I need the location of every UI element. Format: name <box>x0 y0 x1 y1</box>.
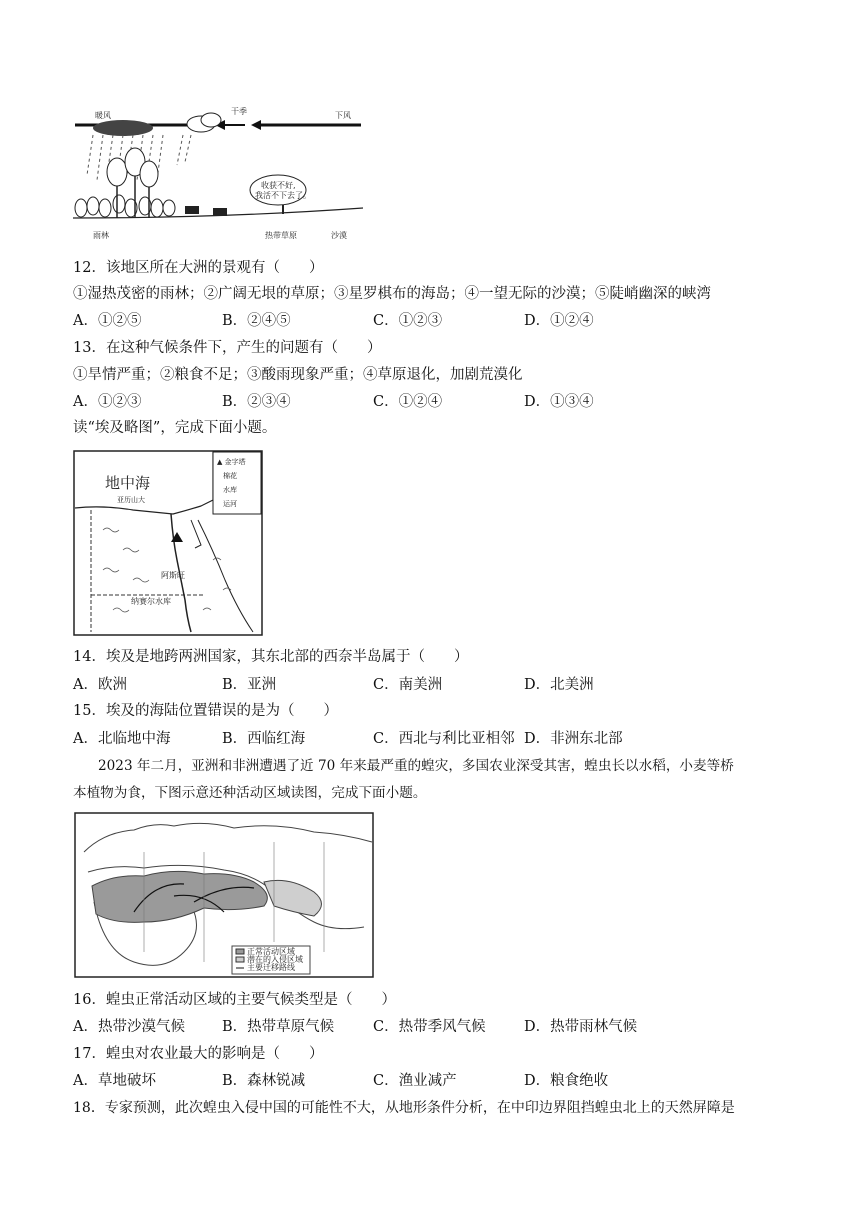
q14-option-a[interactable]: A．欧洲 <box>73 677 127 693</box>
q14-option-c[interactable]: C．南美洲 <box>373 677 443 693</box>
legend-normal-zone: 正常活动区域 <box>247 947 295 956</box>
q13-option-d[interactable]: D．①③④ <box>524 394 594 410</box>
q14-option-d[interactable]: D．北美洲 <box>524 677 594 693</box>
savanna-label: 热带草原 <box>265 231 297 240</box>
q13-option-b[interactable]: B．②③④ <box>222 394 291 410</box>
q12-option-d[interactable]: D．①②④ <box>524 313 594 329</box>
egypt-intro: 读“埃及略图”，完成下面小题。 <box>73 420 277 436</box>
q16-option-b[interactable]: B．热带草原气候 <box>222 1019 335 1035</box>
q12-option-b[interactable]: B．②④⑤ <box>222 313 291 329</box>
legend-reservoir: 水库 <box>223 486 237 494</box>
q18-stem: 18．专家预测，此次蝗虫入侵中国的可能性不大，从地形条件分析，在中印边界阻挡蝗虫北上的天然屏障是 <box>73 1100 735 1116</box>
mediterranean-label: 地中海 <box>105 474 151 492</box>
q13-stem: 13．在这种气候条件下，产生的问题有（ ） <box>73 340 382 356</box>
q16-option-d[interactable]: D．热带雨林气候 <box>524 1019 638 1035</box>
q12-stem: 12．该地区所在大洲的景观有（ ） <box>73 260 324 276</box>
aswan-label: 阿斯旺 <box>161 571 185 580</box>
locust-intro-line-1: 2023 年二月，亚洲和非洲遭遇了近 70 年来最严重的蝗灾，多国农业深受其害，蝗虫长以水稻，小麦等桥 <box>98 758 734 774</box>
q13-items: ①旱情严重；②粮食不足；③酸雨现象严重；④草原退化，加剧荒漠化 <box>73 367 523 383</box>
q13-option-c[interactable]: C．①②④ <box>373 394 443 410</box>
q12-items: ①湿热茂密的雨林；②广阔无垠的草原；③星罗棋布的海岛；④一望无际的沙漠；⑤陡峭幽深的峡湾 <box>73 286 711 302</box>
q17-stem: 17．蝗虫对农业最大的影响是（ ） <box>73 1046 324 1062</box>
q12-option-c[interactable]: C．①②③ <box>373 313 443 329</box>
locust-map <box>74 812 374 978</box>
q14-stem: 14．埃及是地跨两洲国家，其东北部的西奈半岛属于（ ） <box>73 649 469 665</box>
q17-option-d[interactable]: D．粮食绝收 <box>524 1073 609 1089</box>
speech-line-2: 我活不下去了。 <box>255 191 311 200</box>
rainforest-label: 雨林 <box>93 231 109 240</box>
warm-wind-label: 暖风 <box>95 111 111 120</box>
legend-migration-route: 主要迁移路线 <box>247 963 295 972</box>
q16-stem: 16．蝗虫正常活动区域的主要气候类型是（ ） <box>73 992 396 1008</box>
legend-pyramid: ▲ 金字塔 <box>217 458 246 466</box>
q17-option-b[interactable]: B．森林锐减 <box>222 1073 306 1089</box>
q17-option-a[interactable]: A．草地破坏 <box>73 1073 156 1089</box>
q15-option-d[interactable]: D．非洲东北部 <box>524 731 623 747</box>
q16-option-a[interactable]: A．热带沙漠气候 <box>73 1019 185 1035</box>
locust-intro-line-2: 本植物为食，下图示意还种活动区域读图，完成下面小题。 <box>73 785 427 801</box>
q16-option-c[interactable]: C．热带季风气候 <box>373 1019 486 1035</box>
q12-option-a[interactable]: A．①②⑤ <box>73 313 142 329</box>
speech-line-1: 收获不好, <box>261 181 296 190</box>
downwind-label: 下风 <box>335 111 351 120</box>
dry-season-label: 干季 <box>231 107 247 116</box>
legend-cotton: 棉花 <box>223 472 237 480</box>
nasser-label: 纳赛尔水库 <box>131 597 171 606</box>
q13-option-a[interactable]: A．①②③ <box>73 394 142 410</box>
q15-option-c[interactable]: C．西北与利比亚相邻 <box>373 731 515 747</box>
desert-label: 沙漠 <box>331 231 347 240</box>
q17-option-c[interactable]: C．渔业减产 <box>373 1073 457 1089</box>
q15-option-a[interactable]: A．北临地中海 <box>73 731 171 747</box>
q15-option-b[interactable]: B．西临红海 <box>222 731 306 747</box>
egypt-map <box>73 450 263 636</box>
climate-illustration <box>73 100 363 245</box>
legend-potential-zone: 潜在的入侵区域 <box>247 955 303 964</box>
q14-option-b[interactable]: B．亚洲 <box>222 677 277 693</box>
alexandria-label: 亚历山大 <box>117 496 145 504</box>
q15-stem: 15．埃及的海陆位置错误的是为（ ） <box>73 703 338 719</box>
legend-canal: 运河 <box>223 500 237 508</box>
